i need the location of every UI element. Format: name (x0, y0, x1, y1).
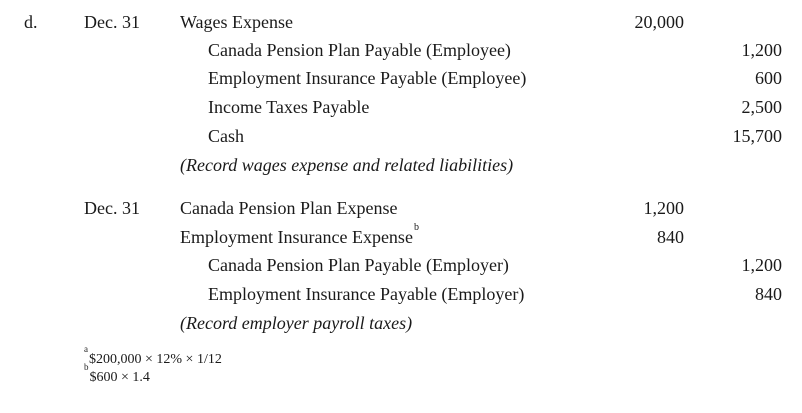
account-name-text: Employment Insurance Expense (180, 227, 413, 247)
account-name: Canada Pension Plan Payable (Employer) (208, 255, 509, 275)
part-label: d. (24, 12, 38, 32)
debit-amount: 840 (657, 227, 684, 247)
footnote-text: $600 × 1.4 (89, 370, 150, 385)
journal-memo-line (0, 151, 802, 179)
entry-date: Dec. 31 (84, 198, 140, 218)
journal-line (0, 194, 802, 222)
debit-amount: 20,000 (634, 12, 684, 32)
journal-line (0, 64, 802, 92)
footnote-mark: a (84, 344, 88, 355)
credit-amount: 600 (755, 68, 782, 88)
entry-memo: (Record employer payroll taxes) (180, 313, 413, 333)
account-name: Canada Pension Plan Expense (180, 198, 398, 218)
account-name: Employment Insurance Payable (Employee) (208, 68, 527, 88)
footnote-text: $200,000 × 12% × 1/12 (89, 352, 222, 367)
journal-line (0, 8, 802, 36)
account-name (180, 223, 419, 251)
credit-amount: 1,200 (741, 40, 782, 60)
entry-date: Dec. 31 (84, 12, 140, 32)
journal-line (0, 122, 802, 150)
footnote-mark: b (413, 222, 419, 233)
journal-line (0, 36, 802, 64)
credit-amount: 15,700 (732, 126, 782, 146)
journal-line (0, 93, 802, 121)
account-name: Employment Insurance Payable (Employer) (208, 284, 525, 304)
account-name: Wages Expense (180, 12, 294, 32)
debit-amount: 1,200 (643, 198, 684, 218)
footnote (84, 344, 222, 369)
journal-memo-line (0, 309, 802, 337)
footnote (84, 362, 150, 387)
credit-amount: 840 (755, 284, 782, 304)
entry-memo: (Record wages expense and related liabilities) (180, 155, 514, 175)
journal-line (0, 223, 802, 251)
journal-line (0, 251, 802, 279)
footnote-mark: b (84, 362, 89, 373)
journal-line (0, 280, 802, 308)
account-name: Canada Pension Plan Payable (Employee) (208, 40, 511, 60)
credit-amount: 2,500 (741, 97, 782, 117)
credit-amount: 1,200 (741, 255, 782, 275)
account-name: Income Taxes Payable (208, 97, 370, 117)
account-name: Cash (208, 126, 244, 146)
